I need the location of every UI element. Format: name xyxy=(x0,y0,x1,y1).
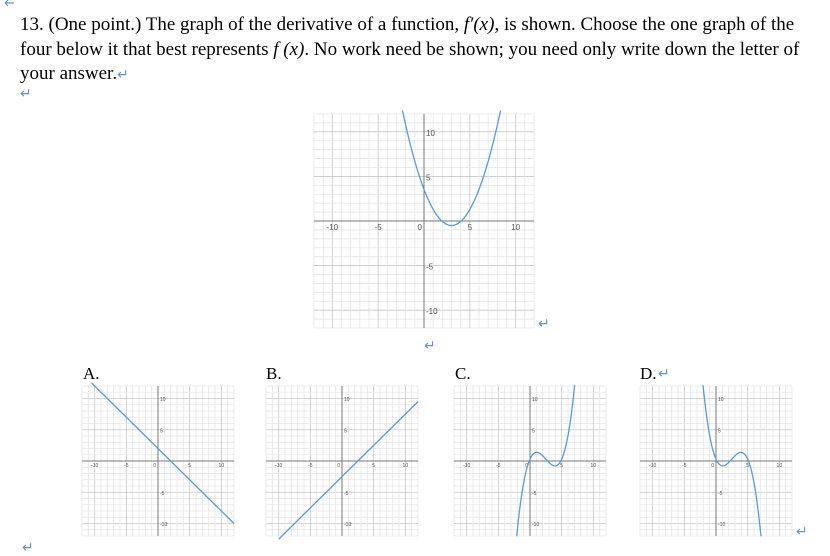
x-tick-label: 5 xyxy=(746,463,750,469)
option-b-label: B. xyxy=(266,364,282,383)
x-tick-label: 10 xyxy=(218,463,225,469)
derivative-graph xyxy=(306,106,542,336)
y-tick-label: 10 xyxy=(718,397,724,403)
x-tick-label: -5 xyxy=(308,463,313,469)
center-return-mark: ↵ xyxy=(424,338,436,354)
f-notation: f (x) xyxy=(273,38,305,60)
y-tick-label: 5 xyxy=(532,428,535,435)
option-d-label: D. xyxy=(640,364,657,383)
y-tick-label: 5 xyxy=(426,173,431,183)
y-tick-label: -5 xyxy=(160,490,165,497)
x-tick-label: -10 xyxy=(326,223,339,232)
x-tick-label: 10 xyxy=(511,223,521,232)
question-text-before: (One point.) The graph of the derivative of a function, xyxy=(43,14,464,35)
y-tick-label: -5 xyxy=(426,262,434,272)
question-text-middle: , is shown. Choose the one graph of the four below it that best represents xyxy=(20,14,795,60)
y-tick-label: 10 xyxy=(344,397,350,403)
question-text xyxy=(20,13,810,88)
y-tick-label: 5 xyxy=(160,428,163,435)
origin-label: 0 xyxy=(153,463,156,469)
curve xyxy=(92,383,235,524)
x-tick-label: -10 xyxy=(463,463,471,469)
graph-return-mark: ↵ xyxy=(538,316,550,332)
y-tick-label: -10 xyxy=(160,522,168,528)
option-b-graph xyxy=(262,382,422,540)
x-tick-label: -5 xyxy=(496,463,501,469)
y-tick-label: 10 xyxy=(160,397,166,403)
x-tick-label: -10 xyxy=(275,463,283,469)
x-tick-label: 5 xyxy=(372,463,376,469)
paragraph-return-mark: ↵ xyxy=(20,86,32,102)
x-tick-label: 5 xyxy=(560,463,564,469)
y-tick-label: -5 xyxy=(718,490,723,497)
y-tick-label: -5 xyxy=(344,490,349,497)
origin-label: 0 xyxy=(525,463,528,469)
x-tick-label: -5 xyxy=(374,223,382,232)
x-tick-label: -5 xyxy=(124,463,129,469)
y-tick-label: 10 xyxy=(532,397,538,403)
y-tick-label: -10 xyxy=(532,522,540,528)
x-tick-label: 5 xyxy=(188,463,192,469)
origin-label: 0 xyxy=(337,463,340,469)
bottom-right-return-mark: ↵ xyxy=(796,524,808,540)
question-number: 13. xyxy=(20,14,44,35)
option-c-label: C. xyxy=(455,364,471,383)
option-c-graph xyxy=(450,382,610,540)
y-tick-label: 10 xyxy=(426,128,435,138)
bottom-return-mark: ↵ xyxy=(22,540,34,556)
x-tick-label: -10 xyxy=(649,463,657,469)
x-tick-label: 10 xyxy=(590,463,597,469)
x-tick-label: -5 xyxy=(682,463,687,469)
fprime-notation: f′(x) xyxy=(463,14,495,35)
x-tick-label: 10 xyxy=(402,463,409,469)
y-tick-label: 5 xyxy=(718,428,721,435)
option-a-graph xyxy=(78,382,238,540)
return-mark: ↵ xyxy=(117,67,129,83)
question-text-after: . No work need be shown; you need only write down the letter of your answer. xyxy=(20,38,800,84)
corner-return-icon xyxy=(2,0,16,8)
option-d-graph xyxy=(636,382,796,540)
y-tick-label: -10 xyxy=(344,522,352,528)
origin-label: 0 xyxy=(417,223,422,232)
x-tick-label: -10 xyxy=(91,463,99,469)
option-d-return-mark: ↵ xyxy=(658,366,670,382)
x-tick-label: 10 xyxy=(776,463,783,469)
y-tick-label: -10 xyxy=(426,307,438,317)
y-tick-label: 5 xyxy=(344,428,347,435)
y-tick-label: -10 xyxy=(718,522,726,528)
y-tick-label: -5 xyxy=(532,490,537,497)
origin-label: 0 xyxy=(711,463,714,469)
x-tick-label: 5 xyxy=(467,223,473,232)
option-a-label: A. xyxy=(83,364,100,383)
